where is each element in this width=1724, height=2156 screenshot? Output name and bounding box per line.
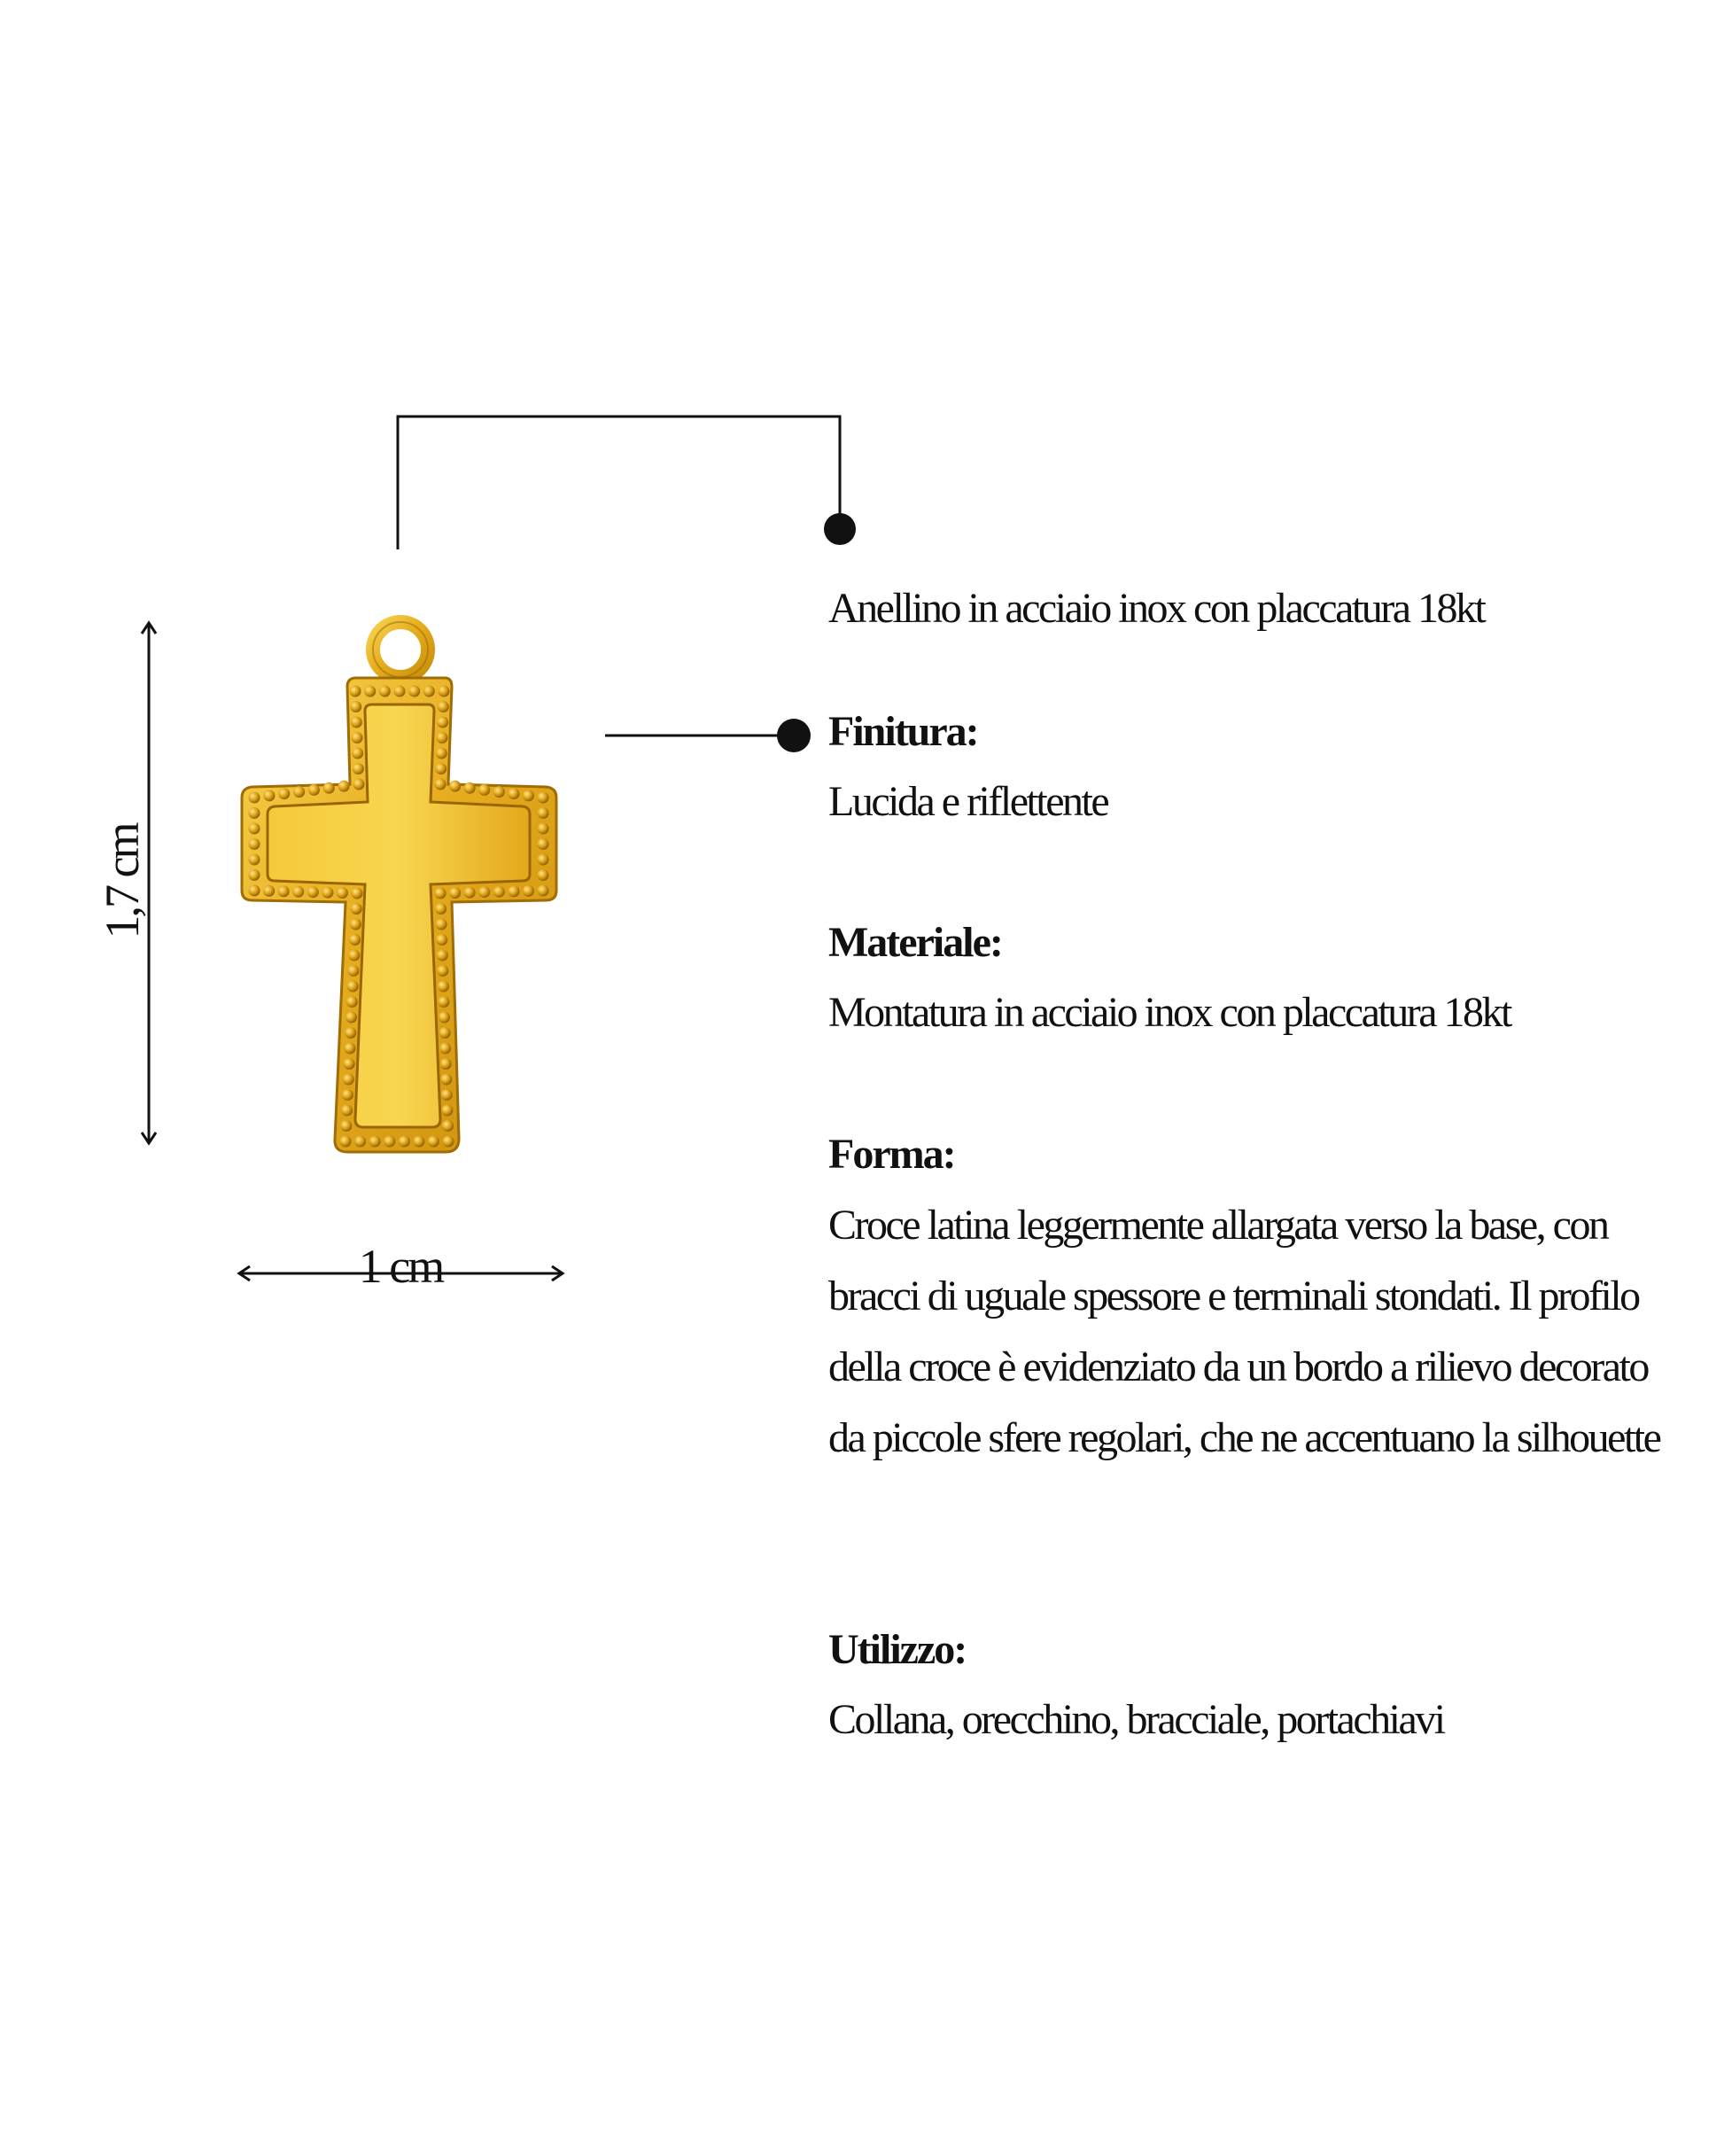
bead bbox=[341, 1105, 353, 1117]
bead bbox=[337, 887, 348, 899]
bead bbox=[348, 950, 360, 961]
bead bbox=[437, 717, 448, 728]
bead bbox=[435, 779, 447, 790]
bead bbox=[351, 903, 362, 915]
bead bbox=[538, 838, 549, 850]
finish-callout-dot bbox=[777, 719, 811, 752]
bead bbox=[278, 788, 290, 799]
bead bbox=[464, 782, 476, 794]
bead bbox=[394, 686, 406, 697]
bead bbox=[352, 732, 363, 743]
bead bbox=[342, 1089, 353, 1101]
bead bbox=[438, 701, 449, 712]
bead bbox=[249, 823, 260, 835]
bead bbox=[408, 686, 420, 697]
shape-heading: Forma: bbox=[828, 1131, 955, 1178]
bead bbox=[439, 1027, 451, 1039]
bead bbox=[538, 792, 549, 804]
bead bbox=[538, 823, 549, 835]
bead bbox=[338, 781, 350, 792]
material-heading: Materiale: bbox=[828, 919, 1002, 966]
bead bbox=[428, 1136, 439, 1148]
bead bbox=[346, 996, 358, 1008]
bead bbox=[263, 790, 275, 801]
bead bbox=[345, 1027, 356, 1039]
bead bbox=[352, 748, 363, 759]
bead bbox=[523, 790, 534, 801]
bead bbox=[493, 786, 505, 798]
bead bbox=[353, 763, 364, 774]
bead bbox=[249, 792, 260, 804]
bead bbox=[436, 919, 447, 930]
bead bbox=[443, 1136, 454, 1148]
bead bbox=[439, 1043, 451, 1055]
bead bbox=[538, 854, 549, 866]
gold-cross-pendant-icon bbox=[242, 622, 556, 1152]
bead bbox=[340, 1120, 352, 1132]
bead bbox=[249, 869, 260, 881]
bead bbox=[351, 717, 362, 728]
bead bbox=[508, 885, 519, 897]
bead bbox=[508, 788, 519, 799]
bead bbox=[343, 1074, 354, 1086]
bead bbox=[538, 807, 549, 819]
height-dimension-label: 1,7 cm bbox=[96, 824, 149, 939]
bead bbox=[352, 888, 363, 899]
bead bbox=[478, 886, 490, 898]
width-dimension-label: 1 cm bbox=[358, 1240, 443, 1293]
bead bbox=[442, 1120, 454, 1132]
bead bbox=[439, 686, 450, 697]
bead bbox=[307, 886, 319, 898]
bead bbox=[347, 981, 359, 992]
bead bbox=[436, 748, 447, 759]
bead bbox=[347, 965, 359, 977]
bead bbox=[435, 903, 447, 915]
bead bbox=[440, 1058, 452, 1070]
bead bbox=[437, 965, 448, 977]
bead bbox=[435, 763, 447, 774]
bead bbox=[384, 1136, 395, 1148]
bead bbox=[349, 934, 361, 946]
bead bbox=[249, 807, 260, 819]
bead bbox=[423, 686, 435, 697]
ring-callout-line bbox=[398, 416, 840, 549]
bead bbox=[439, 1012, 450, 1024]
bead bbox=[278, 885, 290, 897]
cross-inner-panel bbox=[268, 704, 530, 1127]
bead bbox=[293, 786, 305, 798]
bead bbox=[364, 686, 376, 697]
bead bbox=[292, 886, 304, 898]
bead bbox=[440, 1074, 452, 1086]
bead bbox=[344, 1058, 355, 1070]
finish-heading: Finitura: bbox=[828, 708, 978, 755]
ring-callout-dot bbox=[824, 513, 856, 545]
bead bbox=[437, 732, 448, 743]
bead bbox=[323, 782, 335, 794]
bead bbox=[436, 934, 447, 946]
bead bbox=[249, 885, 260, 897]
bead bbox=[379, 686, 391, 697]
bead bbox=[350, 919, 361, 930]
bead bbox=[438, 981, 449, 992]
bead bbox=[369, 1136, 381, 1148]
bead bbox=[493, 886, 505, 898]
bead bbox=[350, 701, 361, 712]
bead bbox=[344, 1043, 355, 1055]
shape-value: Croce latina leggermente allargata verso la base, con bracci di uguale spessore e terminali stondati. Il profilo della croce è evidenziato da un bordo a rilievo decorato da piccole sfere regolari, che ne accentuano la silhouette bbox=[828, 1202, 1660, 1461]
bead bbox=[263, 885, 275, 897]
bead bbox=[340, 1136, 352, 1148]
bead bbox=[399, 1136, 410, 1148]
bead bbox=[413, 1136, 424, 1148]
bead bbox=[438, 996, 449, 1008]
bead bbox=[249, 838, 260, 850]
bead bbox=[437, 950, 448, 961]
bead bbox=[464, 887, 476, 899]
ring-description: Anellino in acciaio inox con placcatura 18kt bbox=[828, 585, 1485, 632]
bead bbox=[441, 1105, 453, 1117]
usage-value: Collana, orecchino, bracciale, portachiavi bbox=[828, 1696, 1444, 1743]
bead bbox=[354, 1136, 366, 1148]
bead bbox=[449, 887, 461, 899]
usage-heading: Utilizzo: bbox=[828, 1626, 967, 1673]
material-value: Montatura in acciaio inox con placcatura 18kt bbox=[828, 989, 1510, 1036]
bead bbox=[441, 1089, 453, 1101]
bead bbox=[346, 1012, 357, 1024]
bead bbox=[449, 781, 461, 792]
bead bbox=[353, 779, 365, 790]
bead bbox=[322, 887, 333, 899]
bead bbox=[523, 885, 534, 897]
finish-value: Lucida e riflettente bbox=[828, 778, 1108, 825]
bead bbox=[435, 888, 447, 899]
bead bbox=[249, 854, 260, 866]
bead bbox=[478, 784, 490, 796]
bead bbox=[538, 869, 549, 881]
bead bbox=[308, 784, 320, 796]
bead bbox=[538, 885, 549, 897]
bead bbox=[350, 686, 361, 697]
